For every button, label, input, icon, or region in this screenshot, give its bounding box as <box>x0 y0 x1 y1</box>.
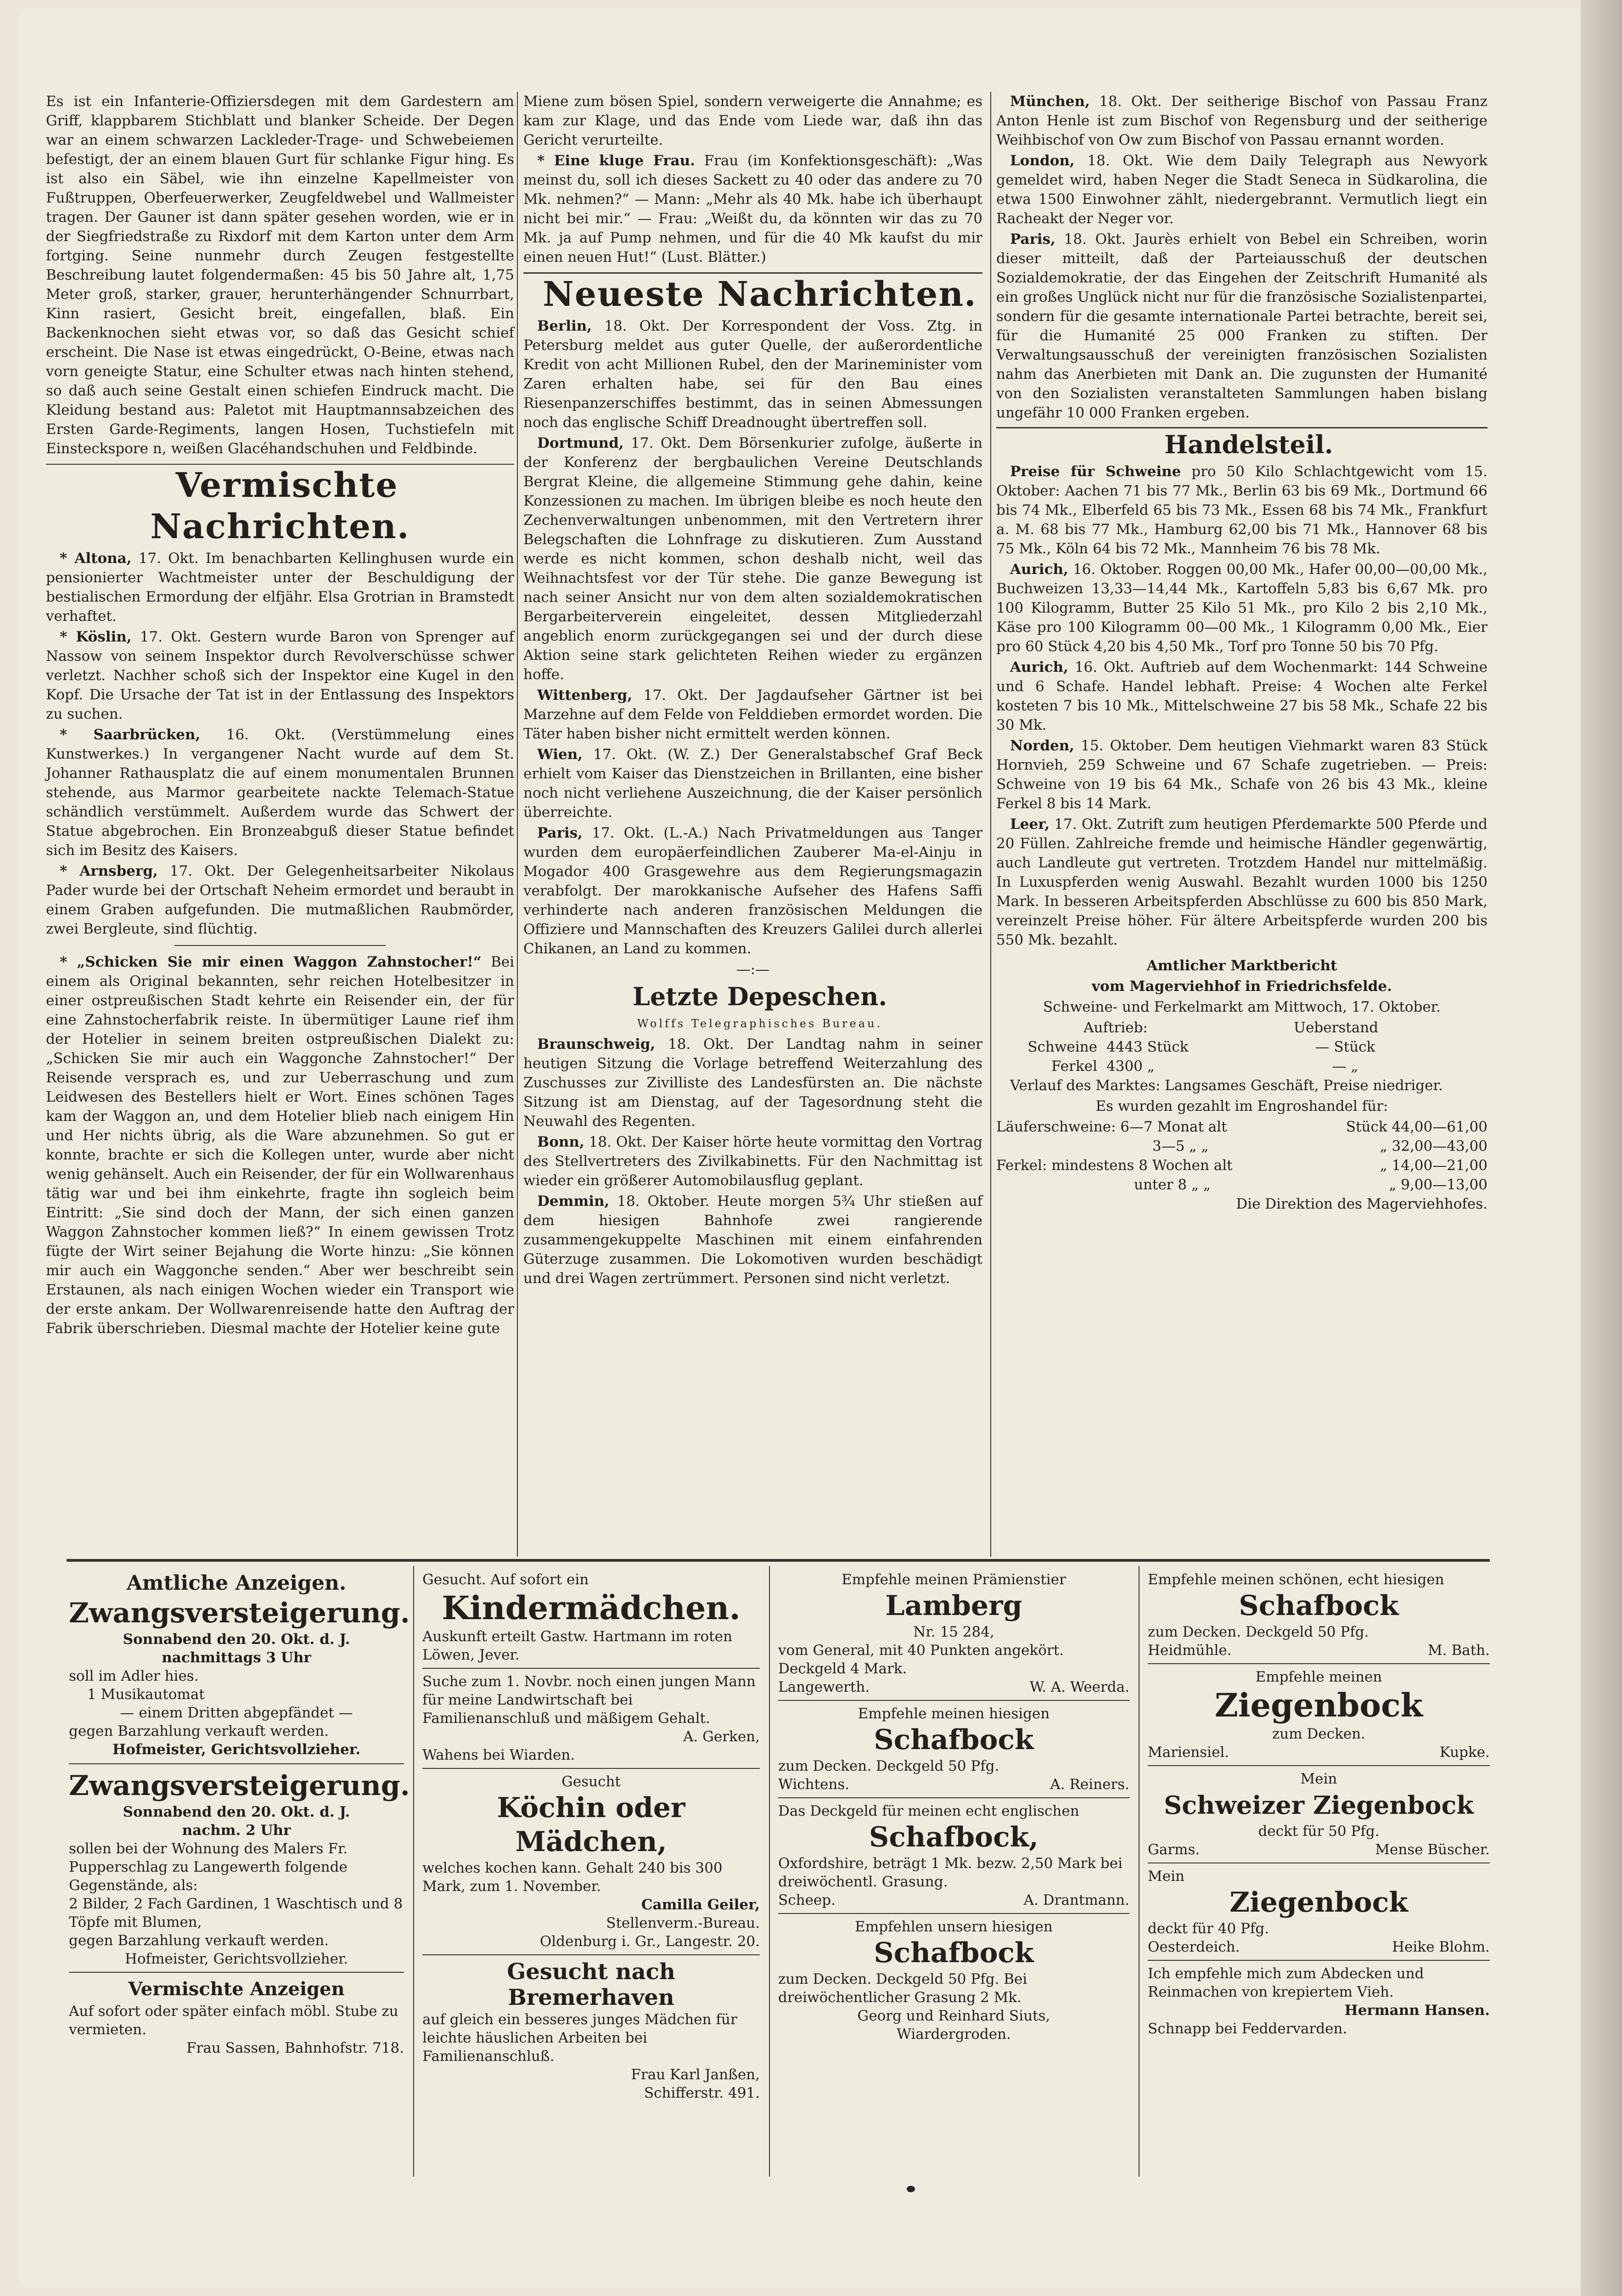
ad-title: Köchin oder Mädchen, <box>497 1792 685 1858</box>
table-cell: 3—5 „ „ <box>1152 1138 1209 1154</box>
section-heading: Neueste Nachrichten. <box>543 275 977 314</box>
section-heading: Letzte Depeschen. <box>632 982 887 1011</box>
price-table <box>996 1117 1487 1194</box>
news-item <box>46 627 514 724</box>
divider <box>1148 1765 1490 1766</box>
ads-heading: Amtliche Anzeigen. <box>126 1571 347 1595</box>
table-cell: Ferkel <box>1051 1058 1097 1075</box>
ad-text: gegen Barzahlung verkauft werden. <box>69 1932 329 1949</box>
news-item <box>46 725 514 860</box>
news-item <box>46 952 514 1338</box>
dateline: * Köslin, <box>60 629 132 645</box>
news-text: 18. Okt. Jaurès erhielt von Bebel ein Schreiben, worin dieser mitteilt, daß der Parteiausschuß der deutschen Sozialdemokratie, der das Eingehen der Zeitschrift Humanité als ein großes Unglück nicht nur für die französische Sozialistenpartei, sondern für die gesamte internationale Partei betrachte, bereit sei, für die Humanité 25 000 Franken zu stiften. Der Verwaltungsausschuß der vereinigten französischen Sozialisten nahm das Anerbieten mit Dank an. Die zugunsten der Humanité von den Sozialisten veranstalteten Sammlungen haben bislang ungefähr 10 000 Franken ergeben. <box>996 231 1487 421</box>
news-item <box>523 1132 982 1190</box>
report-text: Verlauf des Marktes: Langsames Geschäft, Preise niedriger. <box>1010 1077 1443 1094</box>
ad-text: nachm. 2 Uhr <box>182 1822 291 1839</box>
news-text: 17. Okt. Dem Börsenkurier zufolge, äußerte in der Konferenz der bergbaulichen Vereine Deutschlands Bergrat Kleine, die allgemeine Stimmung gehe dahin, keine Konzessionen zu machen. Im übrigen bleibe es noch heute den Zechenverwaltungen unbenommen, mit den Vertretern ihrer Belegschaften die Lohnfrage zu diskutieren. Zum Ausstand werde es nicht kommen, schon deshalb nicht, weil das Weihnachtsfest vor der Tür stehe. Die ganze Bewegung ist nach seiner Ansicht nur von dem alten sozialdemokratischen Bergarbeiterverein eingeleitet, dessen Mitgliederzahl angeblich enorm zurückgegangen sei und der durch diese Aktion seine stark gelichteten Reihen wieder zu ergänzen hoffe. <box>523 435 982 683</box>
ad-text: Heidmühle. <box>1148 1642 1232 1659</box>
ad-text: 1 Musikautomat <box>87 1686 205 1703</box>
divider <box>996 427 1487 428</box>
ad-text: — einem Dritten abgepfändet — <box>120 1705 353 1721</box>
ads-column-1 <box>69 1570 410 2057</box>
section-heading: Handelsteil. <box>1164 430 1333 459</box>
ad-text: Schifferstr. 491. <box>644 2085 760 2101</box>
ad-text: Mein <box>1300 1771 1337 1787</box>
ad-title: Schafbock <box>1239 1590 1399 1622</box>
ads-column-rule <box>769 1566 770 2177</box>
ad-text: Stellenverm.-Bureau. <box>606 1915 760 1931</box>
report-subtitle: vom Magerviehhof in Friedrichsfelde. <box>1092 978 1392 995</box>
news-text: 17. Okt. Im benachbarten Kellinghusen wurde ein pensionierter Wachtmeister unter der Beschuldigung der bestialischen Ermordung der elfjähr. Elsa Grotrian in Bramstedt verhaftet. <box>46 550 515 625</box>
ad-signature: Frau Karl Janßen, <box>631 2066 760 2083</box>
dateline: Aurich, <box>1010 561 1068 578</box>
column-left <box>46 92 514 1339</box>
news-item <box>523 1035 982 1131</box>
news-text: 18. Okt. Der Kaiser hörte heute vormittag den Vortrag des Stellvertreters des Zivilkabinetts. Für den Nachmittag ist wieder ein größerer Automobilausflug geplant. <box>523 1134 982 1189</box>
dateline: * Saarbrücken, <box>60 726 201 743</box>
divider <box>778 1913 1129 1914</box>
ad-text: Oesterdeich. <box>1148 1939 1240 1955</box>
ad-text: Gesucht. Auf sofort ein <box>422 1571 589 1588</box>
ad-signature: A. Drantmann. <box>1023 1892 1129 1908</box>
ad-text: welches kochen kann. Gehalt 240 bis 300 Mark, zum 1. November. <box>422 1860 723 1895</box>
ad-title: Schweizer Ziegenbock <box>1164 1790 1474 1820</box>
page-edge <box>1581 0 1622 2296</box>
ad-title: Ziegenbock <box>1229 1886 1408 1919</box>
ad-text: Mariensiel. <box>1148 1744 1229 1761</box>
divider <box>174 945 386 946</box>
ad-text: zum Decken. <box>1272 1726 1366 1742</box>
ad-text: Empfehle meinen schönen, echt hiesigen <box>1148 1571 1444 1588</box>
dateline: London, <box>1010 152 1075 169</box>
news-item <box>46 549 514 626</box>
market-item <box>996 462 1487 558</box>
news-text: 17. Okt. (W. Z.) Der Generalstabschef Graf Beck erhielt vom Kaiser das Dienstzeichen in Brillanten, eine bisher noch nicht verliehene Auszeichnung, die der Kaiser persönlich überreichte. <box>523 746 983 821</box>
ad-text: zum Decken. Deckgeld 50 Pfg. <box>1148 1624 1369 1640</box>
ad-text: auf gleich ein besseres junges Mädchen für leichte häuslichen Arbeiten bei Familienanschluß. <box>422 2011 737 2065</box>
ads-top-rule <box>67 1559 1490 1562</box>
ad-title: Zwangsversteigerung. <box>69 1770 410 1802</box>
news-text: 18. Okt. Der Landtag nahm in seiner heutigen Sitzung die Vorlage betreffend Weiterzahlung des Zuschusses zur Zivilliste des Landesfürsten an. Die nächste Sitzung ist am Dienstag, auf der Tagesordnung steht die Neuwahl des Regenten. <box>523 1036 982 1130</box>
ad-text: Empfehle meinen Prämienstier <box>842 1571 1066 1588</box>
divider <box>523 272 982 274</box>
table-header: Ueberstand <box>1293 1019 1379 1036</box>
ad-title: Schafbock, <box>869 1821 1039 1853</box>
news-text: Frau (im Konfektionsgeschäft): „Was meinst du, soll ich dieses Sackett zu 40 oder das andere zu 70 Mk. nehmen?“ — Mann: „Mehr als 40 Mk. habe ich überhaupt nicht bei mir.“ — Frau: „Weißt du, da könnten wir das zu 70 Mk. ja auf Pump nehmen, und für die 40 Mk kaufst du mir einen neuen Hut!“ (Lust. Blätter.) <box>523 152 982 265</box>
article-text: Miene zum bösen Spiel, sondern verweigerte die Annahme; es kam zur Klage, und das Ende vom Liede war, daß ihn das Gericht verurteilte. <box>523 93 982 148</box>
news-item <box>523 151 982 267</box>
news-text: 18. Okt. Der seitherige Bischof von Passau Franz Anton Henle ist zum Bischof von Regensburg und der seitherige Weihbischof von Ow zum Bischof von Passau ernannt worden. <box>996 93 1488 148</box>
market-item <box>996 815 1487 950</box>
table-cell: Schweine <box>1027 1039 1097 1055</box>
report-title: Amtlicher Marktbericht <box>1146 957 1337 974</box>
ad-text: Suche zum 1. Novbr. noch einen jungen Mann für meine Landwirtschaft bei Familienanschluß und mäßigem Gehalt. <box>422 1673 756 1727</box>
news-item <box>996 230 1487 422</box>
dateline: Aurich, <box>1010 659 1068 675</box>
ad-title: Schafbock <box>874 1937 1034 1969</box>
dateline: * Arnsberg, <box>60 863 158 879</box>
table-cell: — „ <box>1332 1058 1358 1075</box>
market-item <box>996 736 1487 813</box>
ad-title: Schafbock <box>874 1724 1034 1756</box>
dateline: * Altona, <box>60 550 132 567</box>
ad-text: Gesucht <box>561 1773 621 1790</box>
ad-text: Oldenburg i. Gr., Langestr. 20. <box>539 1933 760 1950</box>
table-cell: unter 8 „ „ <box>1134 1176 1211 1193</box>
news-text: 18. Okt. Wie dem Daily Telegraph aus Newyork gemeldet wird, haben Neger die Stadt Seneca in Südkarolina, die etwa 1500 Einwohner zählt, niedergebrannt. Vermutlich liegt ein Racheakt der Neger vor. <box>996 152 1487 227</box>
ad-title: Zwangsversteigerung. <box>69 1597 410 1629</box>
table-cell: Läuferschweine: 6—7 Monat alt <box>996 1119 1227 1135</box>
dateline: Paris, <box>1010 231 1055 248</box>
ads-column-4 <box>1148 1570 1490 2038</box>
ad-text: Sonnabend den 20. Okt. d. J. <box>123 1804 350 1820</box>
news-text: Bei einem als Original bekannten, sehr reichen Hotelbesitzer in einer ostpreußischen Stadt kehrte ein Reisender ein, der für eine Zahnstocherfabrik reiste. In übermütiger Laune rief ihm der Hotelier in seinem breiten ostpreußischen Dialekt zu: „Schicken Sie mir auch ein Waggonche Zahnstocher!“ Der Reisende versprach es, und zur Ueberraschung und zum Leidwesen des Bestellers hielt er Wort. Eines schönen Tages kam der Waggon an, und dem Hotelier blieb nach einigem Hin und Her nichts übrig, als die Ware abzunehmen. So gut er konnte, brachte er sich die Kollegen unter, wurde aber nicht wenig gehänselt. Auch ein Reisender, der für ein Wollwarenhaus tätig war und bei ihm einkehrte, fragte ihn sogleich beim Eintritt: „Sie sind doch der Mann, der sich einen ganzen Waggon Zahnstocher kommen ließ?“ In einem gewissen Trotz fügte der Wirt seiner Bejahung die Worte hinzu: „Sie können mir auch ein Waggonche senden.“ Aber wer beschreibt sein Erstaunen, als nach einigen Wochen wieder ein Transport wie der erste ankam. Der Wollwarenreisende hatte den Auftrag der Fabrik überschrieben. Diesmal machte der Hotelier keine gute <box>46 954 514 1337</box>
table-cell: 4443 Stück <box>1106 1039 1189 1055</box>
dateline: Dortmund, <box>537 435 624 451</box>
ad-text: Wichtens. <box>778 1776 850 1793</box>
ad-text: gegen Barzahlung verkauft werden. <box>69 1723 329 1739</box>
market-text: 16. Oktober. Roggen 00,00 Mk., Hafer 00,00—00,00 Mk., Buchweizen 13,33—14,44 Mk., Kartoffeln 5,83 bis 6,67 Mk. pro 100 Kilogramm, Butter 25 Kilo 51 Mk., pro Kilo 2 bis 2,10 Mk., Käse pro 100 Kilogramm 00—00 Mk., 1 Kilogramm 0,00 Mk., Eier pro 60 Stück 4,20 bis 4,50 Mk., Torf pro Tonne 50 bis 70 Pfg. <box>996 561 1487 655</box>
divider <box>1148 1960 1490 1961</box>
column-middle <box>523 92 982 1289</box>
dateline: Bonn, <box>537 1134 584 1150</box>
ad-text: Wahens bei Wiarden. <box>422 1747 575 1763</box>
market-text: 17. Okt. Zutrift zum heutigen Pferdemarkte 500 Pferde und 20 Füllen. Zahlreiche fremde und heimische Händler gegenwärtig, auch Landleute gut vertreten. Trotzdem Handel nur mittelmäßig. In Luxuspferden wenig Auswahl. Bezahlt wurden 1000 bis 1250 Mark. In besseren Arbeitspferden Abschlüsse zu 600 bis 850 Mark, vereinzelt Preise höher. Für ältere Arbeitspferde wurden 200 bis 550 Mk. bezahlt. <box>996 816 1487 948</box>
news-text: 17. Okt. (L.-A.) Nach Privatmeldungen aus Tanger wurden dem europäerfeindlichen Zauberer Ma-el-Ainju in Mogador 400 Grasgewehre aus dem Regierungsmagazin verabfolgt. Der marokkanische Aufseher des Hafens Saffi verhinderte nach anderen französischen Meldungen die Offiziere und Mannschaften des Kreuzers Galilei durch allerlei Chikanen, an Land zu kommen. <box>523 825 982 957</box>
ads-column-rule <box>413 1566 414 2177</box>
market-text: pro 50 Kilo Schlachtgewicht vom 15. Oktober: Aachen 71 bis 77 Mk., Berlin 63 bis 69 Mk., Dortmund 66 bis 74 Mk., Elberfeld 65 bis 73 Mk., Essen 68 bis 74 Mk., Frankfurt a. M. 68 bis 77 Mk., Hamburg 62,00 bis 71 Mk., Hannover 68 bis 75 Mk., Köln 64 bis 72 Mk., Mannheim 76 bis 78 Mk. <box>996 463 1487 557</box>
news-item <box>523 1192 982 1288</box>
market-item <box>996 560 1487 656</box>
section-subheading: Wolffs Telegraphisches Bureau. <box>637 1017 883 1030</box>
article-text: Es ist ein Infanterie-Offiziersdegen mit dem Gardestern am Griff, klappbarem Stichblatt und blanker Scheide. Der Degen war an einem schwarzen Lackleder-Trage- und Schwebeiemen befestigt, der an einem blauen Gurt für schlanke Figur hing. Es ist also ein Säbel, wie ihn einzelne Kapellmeister von Fußtruppen, Oberfeuerwerker, Zeugfeldwebel und Wallmeister tragen. Der Gauner ist dann später gesehen worden, wie er in der Siegfriedstraße zu Rixdorf mit dem Karton unter dem Arm fortging. Seine nunmehr durch Zeugen festgestellte Beschreibung lautet folgendermaßen: 45 bis 50 Jahre alt, 1,75 Meter groß, starker, grauer, herunterhängender Schnurrbart, Kinn rasiert, Gesicht breit, eingefallen, blaß. Ein Backenknochen sieht etwas vor, so daß das Gesicht schief erscheint. Die Nase ist etwas eingedrückt, O-Beine, etwas nach vorn geneigte Statur, eine Schulter etwas nach hinten stehend, so daß auch seine Gestalt einen schiefen Eindruck macht. Die Kleidung bestand aus: Paletot mit Hauptmannsabzeichen des Ersten Garde-Regiments, langen Hosen, Tuchstiefeln mit Einsteckspore n, weißen Glacéhandschuhen und Feldbinde. <box>46 93 514 457</box>
table-cell: „ 14,00—21,00 <box>1380 1157 1487 1174</box>
ad-text: soll im Adler hies. <box>69 1668 199 1684</box>
ad-text: Oxfordshire, beträgt 1 Mk. bezw. 2,50 Mark bei dreiwöchentl. Grasung. <box>778 1855 1123 1890</box>
ad-signature: Mense Büscher. <box>1375 1841 1490 1858</box>
column-rule <box>517 92 518 1557</box>
news-text: 16. Okt. (Verstümmelung eines Kunstwerkes.) In vergangener Nacht wurde auf dem St. Johanner Rathausplatz die auf einem monumentalen Brunnen stehende, aus Marmor gearbeitete nackte Telemach-Statue schändlich verstümmelt. Außerdem wurde das Schwert der Statue abgebrochen. Ein Bronzeabguß dieser Statue befindet sich im Besitz des Kaisers. <box>46 726 515 859</box>
report-intro: Schweine- und Ferkelmarkt am Mittwoch, 17. Oktober. <box>1043 999 1441 1015</box>
table-cell: „ 32,00—43,00 <box>1380 1138 1487 1154</box>
ad-text: Empfehlen unsern hiesigen <box>855 1919 1053 1935</box>
news-item <box>523 433 982 684</box>
dateline: Wien, <box>537 746 583 763</box>
divider <box>46 464 514 465</box>
ad-text: deckt für 40 Pfg. <box>1148 1920 1269 1937</box>
ad-title: Ziegenbock <box>1214 1686 1423 1724</box>
section-heading: Vermischte Nachrichten. <box>150 466 410 546</box>
table-cell: — Stück <box>1315 1039 1375 1055</box>
news-item <box>996 92 1487 150</box>
market-text: 16. Okt. Auftrieb auf dem Wochenmarkt: 144 Schweine und 6 Schafe. Handel lebhaft. Preise: 4 Wochen alte Ferkel kosteten 7 bis 10 Mk., Mittelschweine 27 bis 58 Mk., Schafe 22 bis 30 Mk. <box>996 659 1487 733</box>
divider <box>1148 1663 1490 1664</box>
ad-text: 2 Bilder, 2 Fach Gardinen, 1 Waschtisch und 8 Töpfe mit Blumen, <box>69 1896 403 1930</box>
ad-text: Camilla Geiler, <box>641 1896 760 1913</box>
news-item <box>523 823 982 958</box>
news-item <box>46 861 514 939</box>
ads-column-3 <box>778 1570 1129 2043</box>
table-header: Auftrieb: <box>1083 1019 1148 1036</box>
ad-signature: M. Bath. <box>1428 1642 1490 1659</box>
dateline: Berlin, <box>537 318 592 334</box>
ad-text: nachmittags 3 Uhr <box>162 1649 311 1666</box>
column-right <box>996 92 1487 1215</box>
ad-signature: A. Gerken, <box>683 1728 760 1745</box>
market-table <box>996 1018 1487 1076</box>
news-item <box>996 151 1487 228</box>
ad-signature: Frau Sassen, Bahnhofstr. 718. <box>186 2040 404 2056</box>
story-title: * Eine kluge Frau. <box>537 152 695 169</box>
ad-text: zum Decken. Deckgeld 50 Pfg. <box>778 1758 999 1774</box>
ad-text: Auskunft erteilt Gastw. Hartmann im roten Löwen, Jever. <box>422 1628 732 1663</box>
table-cell: Ferkel: mindestens 8 Wochen alt <box>996 1157 1233 1174</box>
ad-text: Ich empfehle mich zum Abdecken und Reinmachen von krepiertem Vieh. <box>1148 1965 1424 2000</box>
market-text: 15. Oktober. Dem heutigen Viehmarkt waren 83 Stück Hornvieh, 259 Schweine und 67 Schafe zugetrieben. — Preis: Schweine von 19 bis 64 Mk., Schafe von 26 bis 43 Mk., kleine Ferkel 8 bis 14 Mark. <box>996 737 1487 812</box>
ad-signature: Heike Blohm. <box>1392 1939 1490 1955</box>
ad-text: zum Decken. Deckgeld 50 Pfg. Bei dreiwöchentlicher Grasung 2 Mk. <box>778 1971 1027 2006</box>
ad-text: Empfehle meinen <box>1255 1669 1382 1685</box>
ad-signature: Hofmeister, Gerichtsvollzieher. <box>112 1741 361 1758</box>
news-text: 17. Okt. Der Jagdaufseher Gärtner ist bei Marzehne auf dem Felde von Felddieben ermordet worden. Die Täter haben bisher nicht ermittelt werden können. <box>523 687 982 742</box>
ad-text: Sonnabend den 20. Okt. d. J. <box>123 1631 350 1648</box>
ad-text: vom General, mit 40 Punkten angekört. Deckgeld 4 Mark. <box>778 1642 1064 1677</box>
ad-signature: Kupke. <box>1439 1744 1490 1761</box>
ink-dot <box>907 2186 915 2192</box>
news-text: 18. Oktober. Heute morgen 5¾ Uhr stießen auf dem hiesigen Bahnhofe zwei rangierende zusammengekuppelte Maschinen mit einem einfahrenden Güterzuge zusammen. Die Lokomotiven wurden beschädigt und drei Wagen zertrümmert. Personen sind nicht verletzt. <box>523 1193 983 1287</box>
ad-signature: Hermann Hansen. <box>1344 2002 1490 2019</box>
ad-title: Kindermädchen. <box>442 1589 741 1627</box>
ad-text: Langewerth. <box>778 1679 870 1695</box>
dateline: Wittenberg, <box>537 687 633 703</box>
table-cell: „ 9,00—13,00 <box>1389 1176 1487 1193</box>
news-item <box>523 316 982 432</box>
ads-column-2 <box>422 1570 760 2102</box>
table-cell: Stück 44,00—61,00 <box>1346 1119 1487 1135</box>
market-title: Preise für Schweine <box>1010 463 1181 480</box>
table-cell: 4300 „ <box>1106 1058 1155 1075</box>
ad-signature: W. A. Weerda. <box>1029 1679 1129 1695</box>
ad-text: Scheep. <box>778 1892 836 1908</box>
news-item <box>523 745 982 822</box>
ad-text: sollen bei der Wohnung des Malers Fr. Pupperschlag zu Langewerth folgende Gegenstände, als: <box>69 1840 348 1894</box>
ad-signature: Georg und Reinhard Siuts, <box>857 2008 1050 2024</box>
ad-text: Wiardergroden. <box>897 2026 1011 2043</box>
market-item <box>996 658 1487 735</box>
ad-text: Schnapp bei Feddervarden. <box>1148 2020 1347 2037</box>
ad-text: Das Deckgeld für meinen echt englischen <box>778 1803 1079 1819</box>
report-text: Es wurden gezahlt im Engroshandel für: <box>1095 1098 1388 1114</box>
dateline: Demmin, <box>537 1193 610 1210</box>
divider <box>422 1954 760 1955</box>
divider <box>69 1763 404 1764</box>
dateline: München, <box>1010 93 1090 110</box>
report-signature: Die Direktion des Magerviehhofes. <box>1236 1196 1487 1212</box>
ad-text: Auf sofort oder später einfach möbl. Stube zu vermieten. <box>69 2003 398 2038</box>
ads-heading: Vermischte Anzeigen <box>128 1978 345 2000</box>
dateline: Paris, <box>537 825 583 841</box>
news-text: 17. Okt. Gestern wurde Baron von Sprenger auf Nassow von seinem Inspektor durch Revolverschüsse schwer verletzt. Nachher schoß sich der Inspektor eine Kugel in den Kopf. Die Ursache der Tat ist in der Entlassung des Inspektors zu suchen. <box>46 629 514 722</box>
story-title: * „Schicken Sie mir einen Waggon Zahnstocher!“ <box>60 954 482 970</box>
column-rule <box>990 92 991 1557</box>
ad-text: Garms. <box>1148 1841 1200 1858</box>
divider <box>422 1768 760 1769</box>
ad-text: Nr. 15 284, <box>913 1624 994 1640</box>
ad-signature: A. Reiners. <box>1050 1776 1129 1793</box>
dateline: Braunschweig, <box>537 1036 656 1052</box>
dateline: Norden, <box>1010 737 1075 754</box>
separator-ornament: —:— <box>736 961 770 978</box>
news-item <box>523 686 982 743</box>
ad-text: Empfehle meinen hiesigen <box>858 1705 1050 1722</box>
ad-text: Mein <box>1148 1868 1184 1885</box>
divider <box>422 1668 760 1669</box>
divider <box>778 1700 1129 1701</box>
ad-signature: Hofmeister, Gerichtsvollzieher. <box>124 1951 348 1967</box>
dateline: Leer, <box>1010 816 1050 833</box>
ad-title: Gesucht nach Bremerhaven <box>507 1959 675 2010</box>
news-text: 18. Okt. Der Korrespondent der Voss. Ztg. in Petersburg meldet aus guter Quelle, der außerordentliche Kredit von acht Millionen Rubel, den der Marineminister vom Zaren erhalten habe, sei für den Bau eines Riesenpanzerschiffes bestimmt, das in seinen Abmessungen noch das englische Schiff Dreadnought übertreffen soll. <box>523 318 982 431</box>
divider <box>778 1797 1129 1798</box>
divider <box>69 1972 404 1973</box>
ad-text: deckt für 50 Pfg. <box>1258 1823 1380 1840</box>
ad-title: Lamberg <box>885 1590 1022 1622</box>
news-text: 17. Okt. Der Gelegenheitsarbeiter Nikolaus Pader wurde bei der Ortschaft Neheim ermordet und beraubt in einem Graben aufgefunden. Die mutmaßlichen Raubmörder, zwei Bergleute, sind flüchtig. <box>46 863 514 937</box>
